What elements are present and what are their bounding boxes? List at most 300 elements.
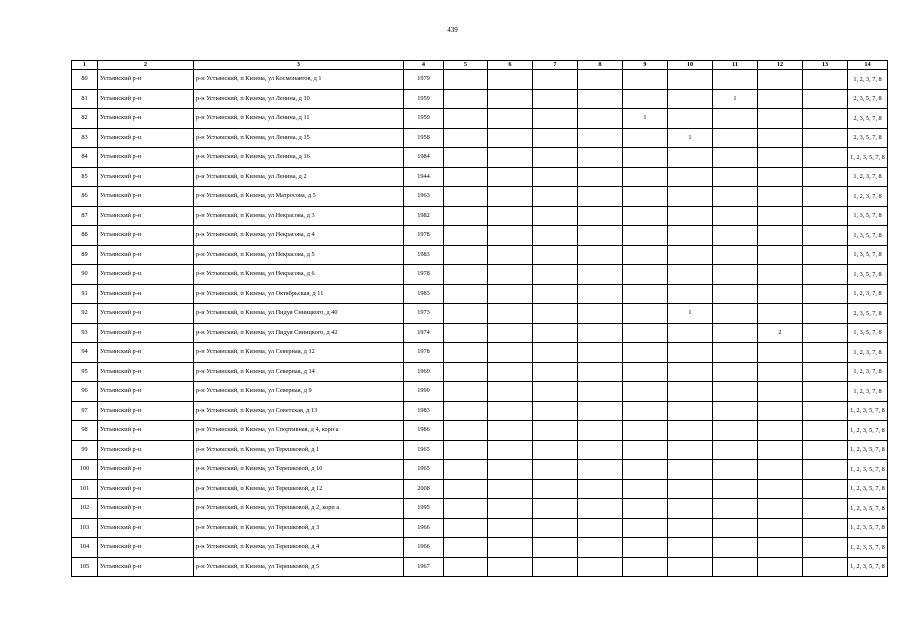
column-header: 6 [488, 61, 533, 70]
col10-cell [668, 284, 713, 304]
col7-cell [533, 518, 578, 538]
col9-cell [623, 538, 668, 558]
col10-cell [668, 518, 713, 538]
col10-cell [668, 109, 713, 129]
col7-cell [533, 382, 578, 402]
year-cell: 1978 [404, 343, 444, 363]
col5-cell [444, 479, 488, 499]
col10-cell [668, 382, 713, 402]
col13-cell [803, 304, 848, 324]
row-number-cell: 96 [72, 382, 98, 402]
col5-cell [444, 362, 488, 382]
col6-cell [488, 148, 533, 168]
year-cell: 1986 [404, 421, 444, 441]
col7-cell [533, 148, 578, 168]
row-number-cell: 103 [72, 518, 98, 538]
col5-cell [444, 557, 488, 577]
row-number-cell: 100 [72, 460, 98, 480]
col11-cell: 1 [713, 89, 758, 109]
col8-cell [578, 362, 623, 382]
address-cell: р-н Устьянский, п Кизема, ул Некрасова, д 5 [194, 245, 404, 265]
col11-cell [713, 401, 758, 421]
col10-cell [668, 323, 713, 343]
col7-cell [533, 265, 578, 285]
col5-cell [444, 460, 488, 480]
address-cell: р-н Устьянский, п Кизема, ул Ленина, д 10 [194, 89, 404, 109]
table-row [72, 206, 888, 226]
year-cell: 1966 [404, 538, 444, 558]
district-cell: Устьянский р-н [98, 109, 194, 129]
district-cell: Устьянский р-н [98, 382, 194, 402]
col11-cell [713, 148, 758, 168]
col12-cell [758, 148, 803, 168]
col5-cell [444, 304, 488, 324]
column-header: 2 [98, 61, 194, 70]
col8-cell [578, 479, 623, 499]
col9-cell [623, 440, 668, 460]
district-cell: Устьянский р-н [98, 518, 194, 538]
row-number-cell: 81 [72, 89, 98, 109]
col13-cell [803, 265, 848, 285]
col13-cell [803, 362, 848, 382]
col5-cell [444, 265, 488, 285]
row-number-cell: 80 [72, 70, 98, 90]
housing-registry-table [71, 60, 888, 577]
col9-cell [623, 265, 668, 285]
col12-cell [758, 265, 803, 285]
col10-cell: 1 [668, 304, 713, 324]
address-cell: р-н Устьянский, п Кизема, ул Терешковой, д 5 [194, 557, 404, 577]
col8-cell [578, 460, 623, 480]
col6-cell [488, 187, 533, 207]
year-cell: 2008 [404, 479, 444, 499]
col11-cell [713, 343, 758, 363]
col7-cell [533, 401, 578, 421]
col13-cell [803, 538, 848, 558]
year-cell: 1978 [404, 265, 444, 285]
col8-cell [578, 440, 623, 460]
col14-cell: 2, 3, 5, 7, 8 [848, 109, 888, 129]
table-row [72, 304, 888, 324]
col12-cell [758, 499, 803, 519]
address-cell: р-н Устьянский, п Кизема, ул Терешковой, д 1 [194, 440, 404, 460]
col9-cell [623, 89, 668, 109]
year-cell: 1965 [404, 460, 444, 480]
year-cell: 1960 [404, 362, 444, 382]
col12-cell [758, 362, 803, 382]
col6-cell [488, 557, 533, 577]
col9-cell [623, 401, 668, 421]
col8-cell [578, 284, 623, 304]
column-header: 9 [623, 61, 668, 70]
district-cell: Устьянский р-н [98, 70, 194, 90]
year-cell: 1978 [404, 226, 444, 246]
col11-cell [713, 557, 758, 577]
col7-cell [533, 206, 578, 226]
table-row [72, 401, 888, 421]
col6-cell [488, 479, 533, 499]
col14-cell: 2, 3, 5, 7, 8 [848, 304, 888, 324]
col14-cell: 1, 2, 3, 7, 8 [848, 167, 888, 187]
col12-cell [758, 89, 803, 109]
col14-cell: 1, 2, 3, 5, 7, 8 [848, 148, 888, 168]
col8-cell [578, 323, 623, 343]
row-number-cell: 89 [72, 245, 98, 265]
row-number-cell: 87 [72, 206, 98, 226]
row-number-cell: 98 [72, 421, 98, 441]
col8-cell [578, 128, 623, 148]
year-cell: 1990 [404, 382, 444, 402]
col13-cell [803, 284, 848, 304]
col6-cell [488, 460, 533, 480]
table-row [72, 187, 888, 207]
column-header: 7 [533, 61, 578, 70]
address-cell: р-н Устьянский, п Кизема, ул Октябрьская, д 11 [194, 284, 404, 304]
col9-cell [623, 460, 668, 480]
address-cell: р-н Устьянский, п Кизема, ул Спортивная, д 4, корп а [194, 421, 404, 441]
col7-cell [533, 343, 578, 363]
table-row [72, 284, 888, 304]
district-cell: Устьянский р-н [98, 245, 194, 265]
col13-cell [803, 167, 848, 187]
row-number-cell: 92 [72, 304, 98, 324]
col10-cell [668, 343, 713, 363]
year-cell: 1966 [404, 518, 444, 538]
table-row [72, 518, 888, 538]
col10-cell [668, 538, 713, 558]
col13-cell [803, 499, 848, 519]
col14-cell: 1, 2, 3, 5, 7, 8 [848, 479, 888, 499]
col5-cell [444, 518, 488, 538]
col6-cell [488, 109, 533, 129]
table-row [72, 323, 888, 343]
col14-cell: 1, 2, 3, 5, 7, 8 [848, 421, 888, 441]
row-number-cell: 85 [72, 167, 98, 187]
col14-cell: 1, 2, 3, 5, 7, 8 [848, 401, 888, 421]
col5-cell [444, 70, 488, 90]
col5-cell [444, 440, 488, 460]
address-cell: р-н Устьянский, п Кизема, ул Космонавтов, д 1 [194, 70, 404, 90]
row-number-cell: 90 [72, 265, 98, 285]
col8-cell [578, 304, 623, 324]
col13-cell [803, 460, 848, 480]
col6-cell [488, 304, 533, 324]
column-header: 11 [713, 61, 758, 70]
col5-cell [444, 401, 488, 421]
district-cell: Устьянский р-н [98, 343, 194, 363]
col13-cell [803, 440, 848, 460]
table-row [72, 343, 888, 363]
col12-cell [758, 557, 803, 577]
page-number: 439 [447, 26, 458, 34]
col6-cell [488, 499, 533, 519]
year-cell: 1944 [404, 167, 444, 187]
row-number-cell: 91 [72, 284, 98, 304]
col10-cell [668, 362, 713, 382]
col7-cell [533, 187, 578, 207]
col8-cell [578, 89, 623, 109]
table-body [72, 70, 888, 577]
col14-cell: 2, 3, 5, 7, 8 [848, 128, 888, 148]
col12-cell [758, 460, 803, 480]
col5-cell [444, 226, 488, 246]
col11-cell [713, 499, 758, 519]
year-cell: 1959 [404, 89, 444, 109]
col11-cell [713, 70, 758, 90]
address-cell: р-н Устьянский, п Кизема, ул Терешковой, д 4 [194, 538, 404, 558]
col9-cell: 1 [623, 109, 668, 129]
table-row [72, 421, 888, 441]
address-cell: р-н Устьянский, п Кизема, ул Терешковой, д 10 [194, 460, 404, 480]
table-row [72, 109, 888, 129]
column-header: 14 [848, 61, 888, 70]
col12-cell [758, 518, 803, 538]
col8-cell [578, 226, 623, 246]
col8-cell [578, 518, 623, 538]
col8-cell [578, 187, 623, 207]
district-cell: Устьянский р-н [98, 304, 194, 324]
row-number-cell: 104 [72, 538, 98, 558]
col14-cell: 1, 3, 5, 7, 8 [848, 245, 888, 265]
table-row [72, 460, 888, 480]
row-number-cell: 105 [72, 557, 98, 577]
col10-cell [668, 440, 713, 460]
table-row [72, 148, 888, 168]
col10-cell [668, 479, 713, 499]
row-number-cell: 101 [72, 479, 98, 499]
district-cell: Устьянский р-н [98, 265, 194, 285]
col13-cell [803, 421, 848, 441]
col6-cell [488, 70, 533, 90]
address-cell: р-н Устьянский, п Кизема, ул Ленина, д 16 [194, 148, 404, 168]
col13-cell [803, 187, 848, 207]
address-cell: р-н Устьянский, п Кизема, ул Некрасова, д 4 [194, 226, 404, 246]
col6-cell [488, 440, 533, 460]
col11-cell [713, 421, 758, 441]
col12-cell [758, 440, 803, 460]
col7-cell [533, 460, 578, 480]
col9-cell [623, 226, 668, 246]
table-row [72, 89, 888, 109]
table-row [72, 479, 888, 499]
col12-cell [758, 226, 803, 246]
col9-cell [623, 206, 668, 226]
col12-cell [758, 109, 803, 129]
district-cell: Устьянский р-н [98, 187, 194, 207]
col9-cell [623, 70, 668, 90]
col13-cell [803, 206, 848, 226]
district-cell: Устьянский р-н [98, 362, 194, 382]
col13-cell [803, 323, 848, 343]
column-header: 12 [758, 61, 803, 70]
col13-cell [803, 89, 848, 109]
col5-cell [444, 128, 488, 148]
col9-cell [623, 421, 668, 441]
year-cell: 1974 [404, 323, 444, 343]
col12-cell [758, 304, 803, 324]
col10-cell: 1 [668, 128, 713, 148]
col14-cell: 1, 2, 3, 7, 8 [848, 187, 888, 207]
col7-cell [533, 362, 578, 382]
column-header: 4 [404, 61, 444, 70]
row-number-cell: 102 [72, 499, 98, 519]
col5-cell [444, 421, 488, 441]
address-cell: р-н Устьянский, п Кизема, ул Советская, д 13 [194, 401, 404, 421]
col7-cell [533, 226, 578, 246]
year-cell: 1963 [404, 187, 444, 207]
table-row [72, 245, 888, 265]
col12-cell [758, 343, 803, 363]
col11-cell [713, 206, 758, 226]
col12-cell [758, 70, 803, 90]
address-cell: р-н Устьянский, п Кизема, ул Северная, д 9 [194, 382, 404, 402]
col10-cell [668, 148, 713, 168]
col8-cell [578, 421, 623, 441]
col12-cell [758, 128, 803, 148]
row-number-cell: 86 [72, 187, 98, 207]
col9-cell [623, 245, 668, 265]
col7-cell [533, 557, 578, 577]
col7-cell [533, 245, 578, 265]
year-cell: 1959 [404, 109, 444, 129]
col14-cell: 1, 3, 5, 7, 8 [848, 226, 888, 246]
col8-cell [578, 265, 623, 285]
row-number-cell: 95 [72, 362, 98, 382]
year-cell: 1965 [404, 440, 444, 460]
col7-cell [533, 421, 578, 441]
address-cell: р-н Устьянский, п Кизема, ул Терешковой, д 3 [194, 518, 404, 538]
year-cell: 1982 [404, 206, 444, 226]
district-cell: Устьянский р-н [98, 499, 194, 519]
column-header: 3 [194, 61, 404, 70]
col13-cell [803, 343, 848, 363]
col12-cell: 2 [758, 323, 803, 343]
col13-cell [803, 148, 848, 168]
address-cell: р-н Устьянский, п Кизема, ул Матросова, д 5 [194, 187, 404, 207]
col10-cell [668, 89, 713, 109]
col7-cell [533, 323, 578, 343]
col6-cell [488, 362, 533, 382]
col14-cell: 1, 2, 3, 7, 8 [848, 284, 888, 304]
col6-cell [488, 226, 533, 246]
col8-cell [578, 148, 623, 168]
col13-cell [803, 518, 848, 538]
col7-cell [533, 128, 578, 148]
col9-cell [623, 499, 668, 519]
col14-cell: 1, 2, 3, 5, 7, 8 [848, 518, 888, 538]
col6-cell [488, 167, 533, 187]
col7-cell [533, 70, 578, 90]
col9-cell [623, 382, 668, 402]
col10-cell [668, 557, 713, 577]
address-cell: р-н Устьянский, п Кизема, ул Пидуя Синицкого, д 40 [194, 304, 404, 324]
col13-cell [803, 70, 848, 90]
col12-cell [758, 284, 803, 304]
col14-cell: 1, 2, 3, 5, 7, 8 [848, 499, 888, 519]
district-cell: Устьянский р-н [98, 538, 194, 558]
col6-cell [488, 518, 533, 538]
col11-cell [713, 460, 758, 480]
header-row [72, 61, 888, 70]
col14-cell: 1, 2, 3, 7, 8 [848, 362, 888, 382]
col7-cell [533, 499, 578, 519]
col14-cell: 1, 3, 5, 7, 8 [848, 323, 888, 343]
col14-cell: 1, 3, 5, 7, 8 [848, 265, 888, 285]
col10-cell [668, 421, 713, 441]
table-row [72, 440, 888, 460]
col8-cell [578, 109, 623, 129]
col6-cell [488, 128, 533, 148]
table-row [72, 499, 888, 519]
col11-cell [713, 323, 758, 343]
col8-cell [578, 70, 623, 90]
col9-cell [623, 362, 668, 382]
col5-cell [444, 148, 488, 168]
col8-cell [578, 538, 623, 558]
district-cell: Устьянский р-н [98, 167, 194, 187]
col7-cell [533, 440, 578, 460]
column-header: 10 [668, 61, 713, 70]
col7-cell [533, 479, 578, 499]
year-cell: 1983 [404, 401, 444, 421]
col13-cell [803, 479, 848, 499]
col13-cell [803, 109, 848, 129]
address-cell: р-н Устьянский, п Кизема, ул Терешковой, д 2, корп а [194, 499, 404, 519]
col6-cell [488, 343, 533, 363]
address-cell: р-н Устьянский, п Кизема, ул Северная, д 12 [194, 343, 404, 363]
col7-cell [533, 284, 578, 304]
col11-cell [713, 518, 758, 538]
col11-cell [713, 440, 758, 460]
col8-cell [578, 167, 623, 187]
col13-cell [803, 401, 848, 421]
col9-cell [623, 557, 668, 577]
col5-cell [444, 206, 488, 226]
col12-cell [758, 167, 803, 187]
row-number-cell: 83 [72, 128, 98, 148]
col14-cell: 1, 3, 5, 7, 8 [848, 206, 888, 226]
col5-cell [444, 382, 488, 402]
col14-cell: 1, 2, 3, 5, 7, 8 [848, 538, 888, 558]
col14-cell: 1, 2, 3, 7, 8 [848, 382, 888, 402]
col13-cell [803, 245, 848, 265]
col12-cell [758, 421, 803, 441]
year-cell: 1983 [404, 284, 444, 304]
col11-cell [713, 167, 758, 187]
column-header: 8 [578, 61, 623, 70]
col9-cell [623, 518, 668, 538]
table-row [72, 128, 888, 148]
col14-cell: 1, 2, 3, 7, 8 [848, 343, 888, 363]
district-cell: Устьянский р-н [98, 323, 194, 343]
address-cell: р-н Устьянский, п Кизема, ул Пидуя Синицкого, д 42 [194, 323, 404, 343]
address-cell: р-н Устьянский, п Кизема, ул Ленина, д 15 [194, 128, 404, 148]
row-number-cell: 97 [72, 401, 98, 421]
row-number-cell: 82 [72, 109, 98, 129]
district-cell: Устьянский р-н [98, 226, 194, 246]
col13-cell [803, 557, 848, 577]
table-row [72, 167, 888, 187]
col7-cell [533, 89, 578, 109]
col7-cell [533, 167, 578, 187]
table-row [72, 70, 888, 90]
year-cell: 1983 [404, 245, 444, 265]
col7-cell [533, 538, 578, 558]
col6-cell [488, 421, 533, 441]
col9-cell [623, 479, 668, 499]
district-cell: Устьянский р-н [98, 479, 194, 499]
col6-cell [488, 265, 533, 285]
